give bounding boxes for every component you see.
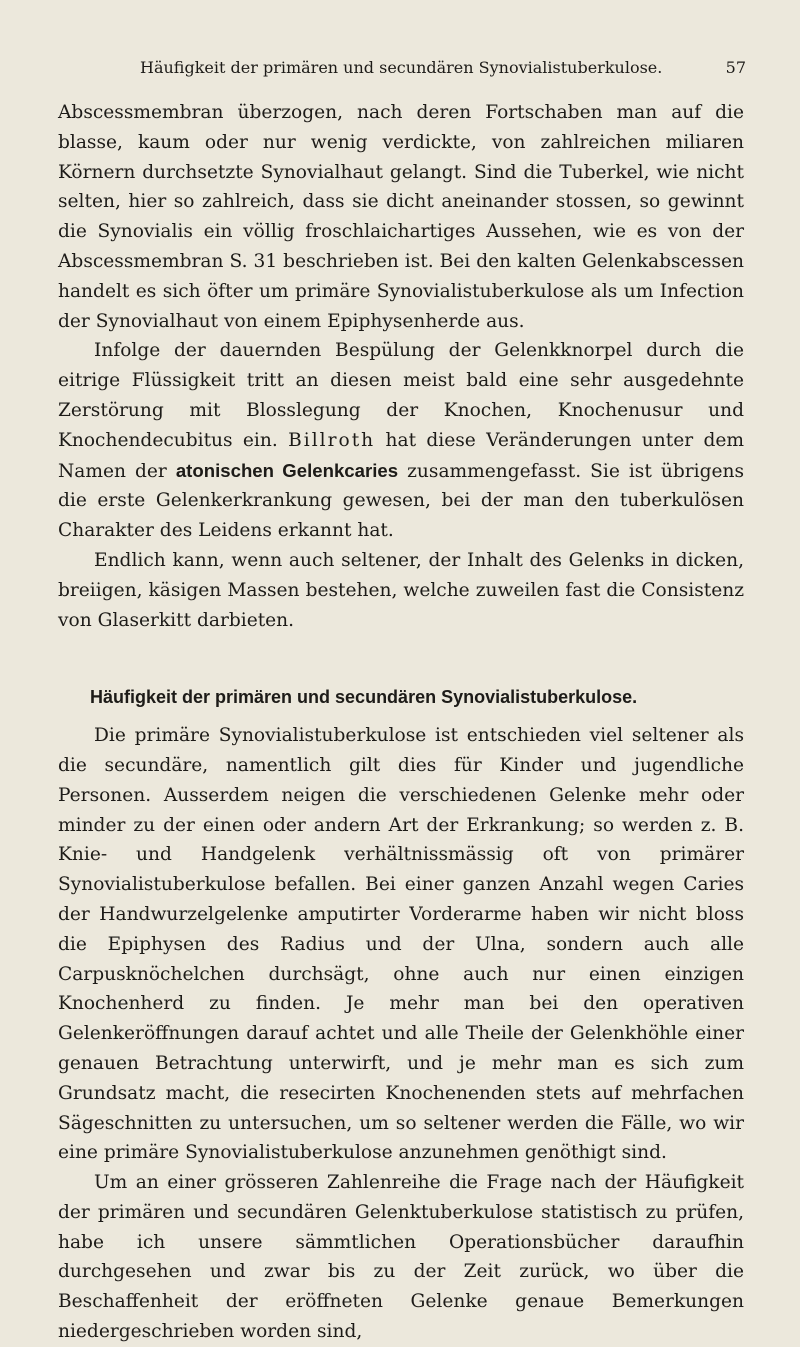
paragraph-2 xyxy=(58,336,744,546)
running-header-title: Häufigkeit der primären und secundären Synovialistuberkulose. xyxy=(140,58,663,77)
paragraph-2-after: zusammengefasst. Sie ist übrigens die erste Gelenkerkrankung gewesen, bei der man den tuberkulösen Charakter des Leidens erkannt hat. xyxy=(58,460,744,542)
section-heading: Häufigkeit der primären und secundären Synovialistuberkulose. xyxy=(90,687,638,708)
author-name: Billroth xyxy=(288,429,376,451)
paragraph-3: Endlich kann, wenn auch seltener, der Inhalt des Gelenks in dicken, breiigen, käsigen Massen bestehen, welche zuweilen fast die Consistenz von Glaserkitt darbieten. xyxy=(58,549,744,631)
section-paragraph-1: Die primäre Synovialistuberkulose ist entschieden viel seltener als die secundäre, namentlich gilt dies für Kinder und jugendliche Personen. Ausserdem neigen die verschiedenen Gelenke mehr oder minder zu der einen oder andern Art der Erkrankung; so werden z. B. Knie- und Handgelenk verhältnissmässig oft von primärer Synovialistuberkulose befallen. Bei einer ganzen Anzahl wegen Caries der Handwurzelgelenke amputirter Vorderarme haben wir nicht bloss die Epiphysen des Radius und der Ulna, sondern auch alle Carpusknöchelchen durchsägt, ohne auch nur einen einzigen Knochenherd zu finden. Je mehr man bei den operativen Gelenkeröffnungen darauf achtet und alle Theile der Gelenkhöhle einer genauen Betrachtung unterwirft, und je mehr man es sich zum Grundsatz macht, die resecirten Knochenenden stets auf mehrfachen Sägeschnitten zu untersuchen, um so seltener werden die Fälle, wo wir eine primäre Synovialistuberkulose anzunehmen genöthigt sind. xyxy=(58,725,744,1164)
running-header xyxy=(58,58,746,82)
section-paragraph-2: Um an einer grösseren Zahlenreihe die Frage nach der Häufigkeit der primären und secundären Gelenktuberkulose statistisch zu prüfen, habe ich unsere sämmtlichen Operationsbücher daraufhin durchgesehen und zwar bis zu der Zeit zurück, wo über die Beschaffenheit der eröffneten Gelenke genaue Bemerkungen niedergeschrieben worden sind, xyxy=(58,1172,744,1343)
page-number: 57 xyxy=(725,58,746,77)
paragraph-2-middle: hat diese Veränderungen unter dem Namen der xyxy=(58,429,744,482)
disease-term: atonischen Gelenkcaries xyxy=(175,459,399,481)
paragraph-1: Abscessmembran überzogen, nach deren Fortschaben man auf die blasse, kaum oder nur wenig verdickte, von zahlreichen miliaren Körnern durchsetzte Synovialhaut gelangt. Sind die Tuberkel, wie nicht selten, hier so zahlreich, dass sie dicht aneinander stossen, so gewinnt die Synovialis ein völlig froschlaichartiges Aussehen, wie es von der Abscessmembran S. 31 beschrieben ist. Bei den kalten Gelenkabscessen handelt es sich öfter um primäre Synovialistuberkulose als um Infection der Synovialhaut von einem Epiphysenherde aus. xyxy=(58,102,744,332)
body-text xyxy=(58,98,744,1347)
paragraph-2-before: Infolge der dauernden Bespülung der Gelenkknorpel durch die eitrige Flüssigkeit tritt an diesen meist bald eine sehr ausgedehnte Zerstörung mit Blosslegung der Knochen, Knochenusur und Knochendecubitus ein. xyxy=(58,340,744,451)
